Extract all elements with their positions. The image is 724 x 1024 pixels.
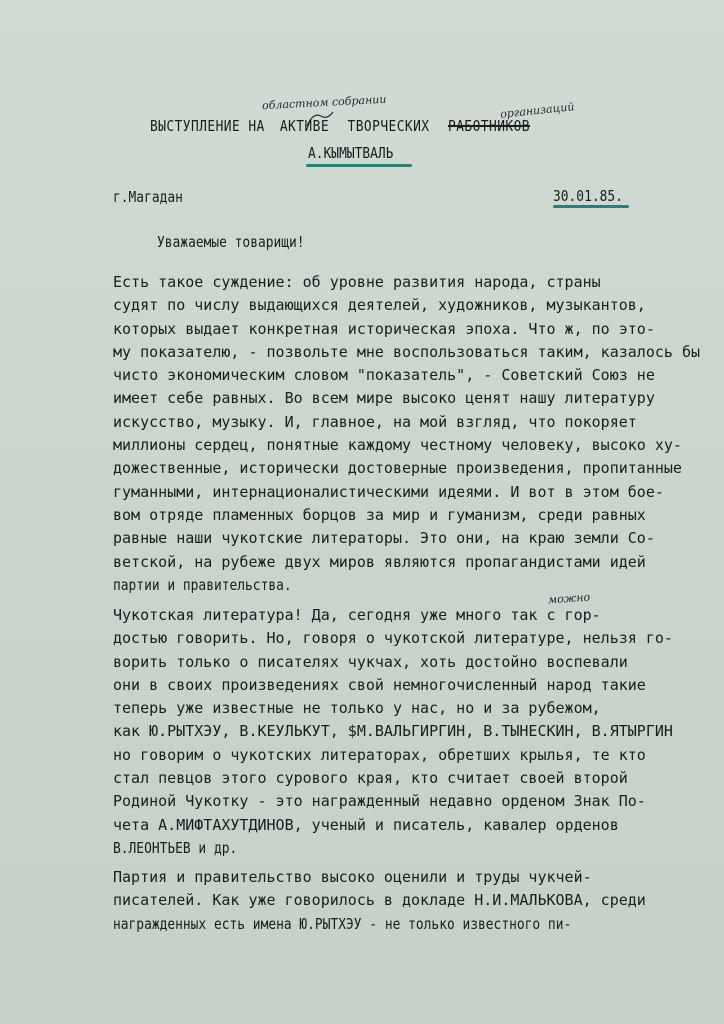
title-word-active: АКТИВЕ <box>279 117 330 135</box>
text-line: которых выдает конкретная историческая эпоха. Что ж, по это- <box>113 319 655 338</box>
text-line: вом отряде пламенных борцов за мир и гуманизм, среди равных <box>113 505 646 524</box>
title-struck-word: РАБОТНИКОВ <box>448 117 530 135</box>
document-title <box>150 117 530 135</box>
text-line: дожественные, исторически достоверные произведения, пропитанные <box>113 459 682 478</box>
text-line: стал певцов этого сурового края, кто считает своей второй <box>113 769 628 788</box>
text-line: чета А.МИФТАХУТДИНОВ, ученый и писатель, кавалер орденов <box>113 815 619 834</box>
text-line: они в своих произведениях свой немногочисленный народ такие <box>113 675 646 694</box>
text-line: судят по числу выдающихся деятелей, художников, музыкантов, <box>113 296 646 315</box>
text-line: Чукотская литература! Да, сегодня уже много так с гор- <box>113 606 601 624</box>
date-line: 30.01.85. <box>553 187 623 205</box>
author-underline <box>306 164 412 167</box>
text-line: ворить только о писателях чукчах, хоть достойно воспевали <box>113 652 628 671</box>
text-line: Родиной Чукотку - это награжденный недавно орденом Знак По- <box>113 792 646 811</box>
text-line: Есть такое суждение: об уровне развития народа, страны <box>113 273 601 291</box>
text-line: награжденных есть имена Ю.РЫТХЭУ - не только известного пи- <box>113 914 572 933</box>
paragraph-3 <box>113 866 718 936</box>
date-underline <box>553 205 629 208</box>
text-line: миллионы сердец, понятные каждому честному человеку, высоко ху- <box>113 436 682 455</box>
text-line: писателей. Как уже говорилось в докладе Н.И.МАЛЬКОВА, среди <box>113 891 646 910</box>
text-line: чисто экономическим словом "показатель", - Советский Союз не <box>113 366 655 385</box>
author-name: А.КЫМЫТВАЛЬ <box>308 144 394 162</box>
greeting: Уважаемые товарищи! <box>157 233 305 251</box>
text-line: В.ЛЕОНТЬЕВ и др. <box>113 838 238 857</box>
text-line: гуманными, интернационалистическими идеями. И вот в этом бое- <box>113 482 664 501</box>
text-line: ветской, на рубеже двух миров являются пропагандистами идей <box>113 552 646 571</box>
text-line: му показателю, - позвольте мне воспользоваться таким, казалось бы <box>113 342 700 361</box>
handwritten-insert-organizaciy: организаций <box>499 100 575 121</box>
text-line: но говорим о чукотских литераторах, обретших крылья, те кто <box>113 745 646 764</box>
place-line: г.Магадан <box>113 188 183 206</box>
text-line: достью говорить. Но, говоря о чукотской литературе, нельзя го- <box>113 629 673 648</box>
title-part-2: ТВОРЧЕСКИХ <box>347 117 430 135</box>
text-line: имеет себе равных. Во всем мире высоко ценят нашу литературу <box>113 389 655 408</box>
text-line: теперь уже известные не только у нас, но и за рубежом, <box>113 699 601 718</box>
text-line: как Ю.РЫТХЭУ, В.КЕУЛЬКУТ, $М.ВАЛЬГИРГИН, В.ТЫНЕСКИН, В.ЯТЫРГИН <box>113 722 673 741</box>
text-line: равные наши чукотские литераторы. Это они, на краю земли Со- <box>113 529 655 548</box>
handwritten-insert-mozhno: можно <box>547 590 591 607</box>
text-line: Партия и правительство высоко оценили и труды чукчей- <box>113 868 592 886</box>
text-line: партии и правительства. <box>113 575 292 594</box>
handwritten-insert-oblastnom: областном собрании <box>261 92 387 113</box>
paragraph-2 <box>113 604 718 860</box>
text-line: искусство, музыку. И, главное, на мой взгляд, что покоряет <box>113 412 637 431</box>
paragraph-1 <box>113 271 718 597</box>
title-part-1: ВЫСТУПЛЕНИЕ НА <box>150 117 265 135</box>
